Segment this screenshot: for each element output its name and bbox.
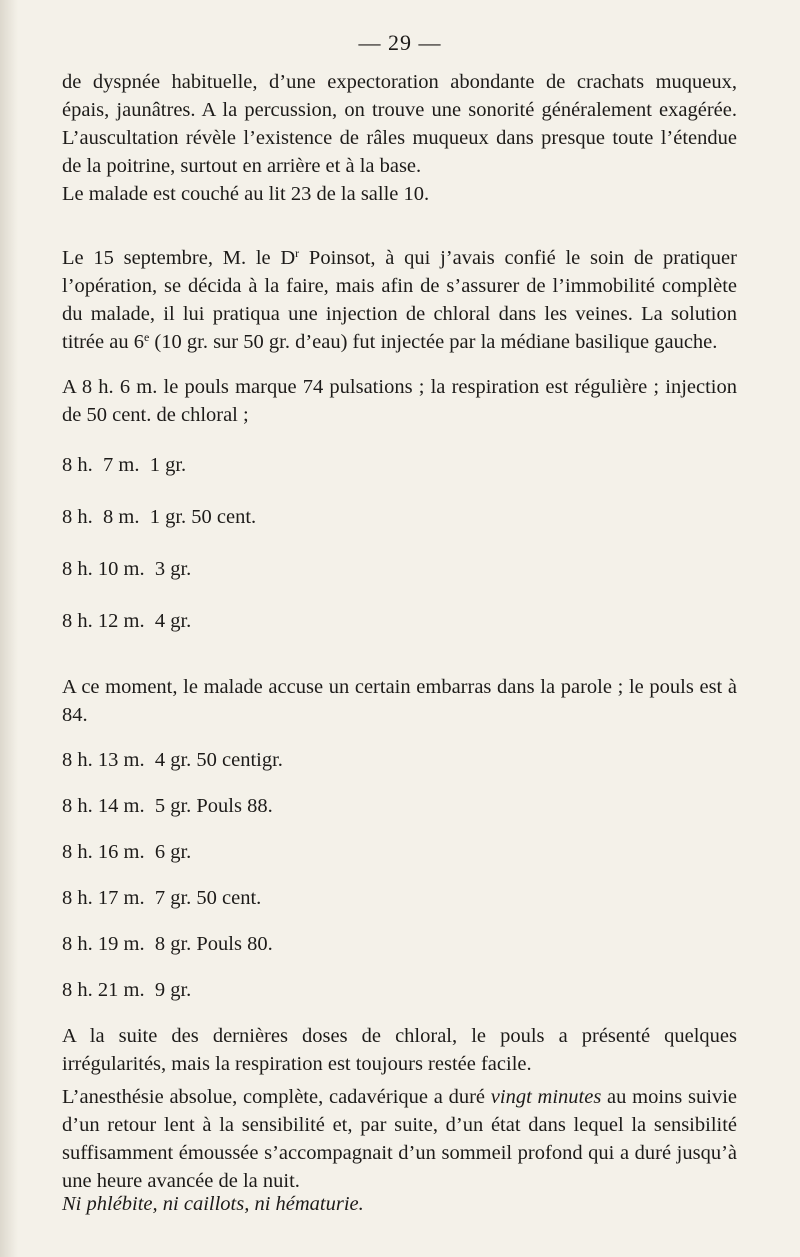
paragraph-6-text: A la suite des dernières doses de chloral, le pouls a présenté quelques irrégularités, mais la respiration est toujours restée facile. xyxy=(62,1025,737,1075)
paragraph-7 xyxy=(62,1083,737,1195)
dose-line-2: 8 h. 8 m. 1 gr. 50 cent. xyxy=(62,506,257,528)
paragraph-8 xyxy=(62,1190,737,1218)
dose-line-8: 8 h. 17 m. 7 gr. 50 cent. xyxy=(62,887,262,909)
paragraph-1 xyxy=(62,68,737,180)
dose-line-7: 8 h. 16 m. 6 gr. xyxy=(62,841,192,863)
paragraph-4 xyxy=(62,373,737,429)
dose-line-6: 8 h. 14 m. 5 gr. Pouls 88. xyxy=(62,795,273,817)
paragraph-1-text: de dyspnée habituelle, d’une expectoration abondante de crachats muqueux, épais, jaunâtres. A la percussion, on trouve une sonorité généralement exagérée. L’auscultation révèle l’existence de râles muqueux dans presque toute l’étendue de la poitrine, surtout en arrière et à la base. xyxy=(62,71,737,177)
paragraph-2 xyxy=(62,180,737,208)
page-number: — 29 — xyxy=(358,30,442,55)
dose-line-10: 8 h. 21 m. 9 gr. xyxy=(62,979,192,1001)
paragraph-7-part-b: au moins suivie d’un retour lent à la sensibilité et, par suite, d’un état dans lequel la sensibilité suffisamment émoussée s’accompagnait d’un sommeil profond qui a duré jusqu’à une heure avancée de la nuit. xyxy=(62,1086,737,1192)
paragraph-8-text: Ni phlébite, ni caillots, ni hématurie. xyxy=(62,1193,364,1215)
paragraph-3-sup-e: e xyxy=(143,330,150,344)
paragraph-3 xyxy=(62,244,737,356)
paragraph-3-part-b: Poinsot, à qui j’avais confié le soin de pratiquer l’opération, se décida à la faire, mais afin de s’assurer de l’immobilité complète du malade, il lui pratiqua une injection de chloral dans les veines. La solution titrée au 6 xyxy=(62,247,737,353)
paragraph-3-part-c: (10 gr. sur 50 gr. d’eau) fut injectée par la médiane basilique gauche. xyxy=(149,331,718,353)
dose-line-4: 8 h. 12 m. 4 gr. xyxy=(62,610,192,632)
paragraph-4-text: A 8 h. 6 m. le pouls marque 74 pulsations ; la respiration est régulière ; injection de 50 cent. de chloral ; xyxy=(62,376,737,426)
dose-line-5: 8 h. 13 m. 4 gr. 50 centigr. xyxy=(62,749,283,771)
paragraph-7-text xyxy=(62,1083,737,1195)
paragraph-7-part-a: L’anesthésie absolue, complète, cadavérique a duré xyxy=(62,1086,491,1108)
paragraph-6 xyxy=(62,1022,737,1078)
page-edge-shadow xyxy=(0,0,18,1257)
paragraph-5 xyxy=(62,673,737,729)
paragraph-5-text: A ce moment, le malade accuse un certain embarras dans la parole ; le pouls est à 84. xyxy=(62,676,737,726)
paragraph-3-sup-r: r xyxy=(295,246,300,260)
paragraph-3-part-a: Le 15 septembre, M. le D xyxy=(62,247,296,269)
dose-line-3: 8 h. 10 m. 3 gr. xyxy=(62,558,192,580)
paragraph-3-text xyxy=(62,244,737,356)
paragraph-2-text: Le malade est couché au lit 23 de la salle 10. xyxy=(62,183,430,205)
dose-line-9: 8 h. 19 m. 8 gr. Pouls 80. xyxy=(62,933,273,955)
paragraph-7-emphasis: vingt minutes xyxy=(490,1086,602,1108)
dose-line-1: 8 h. 7 m. 1 gr. xyxy=(62,454,187,476)
